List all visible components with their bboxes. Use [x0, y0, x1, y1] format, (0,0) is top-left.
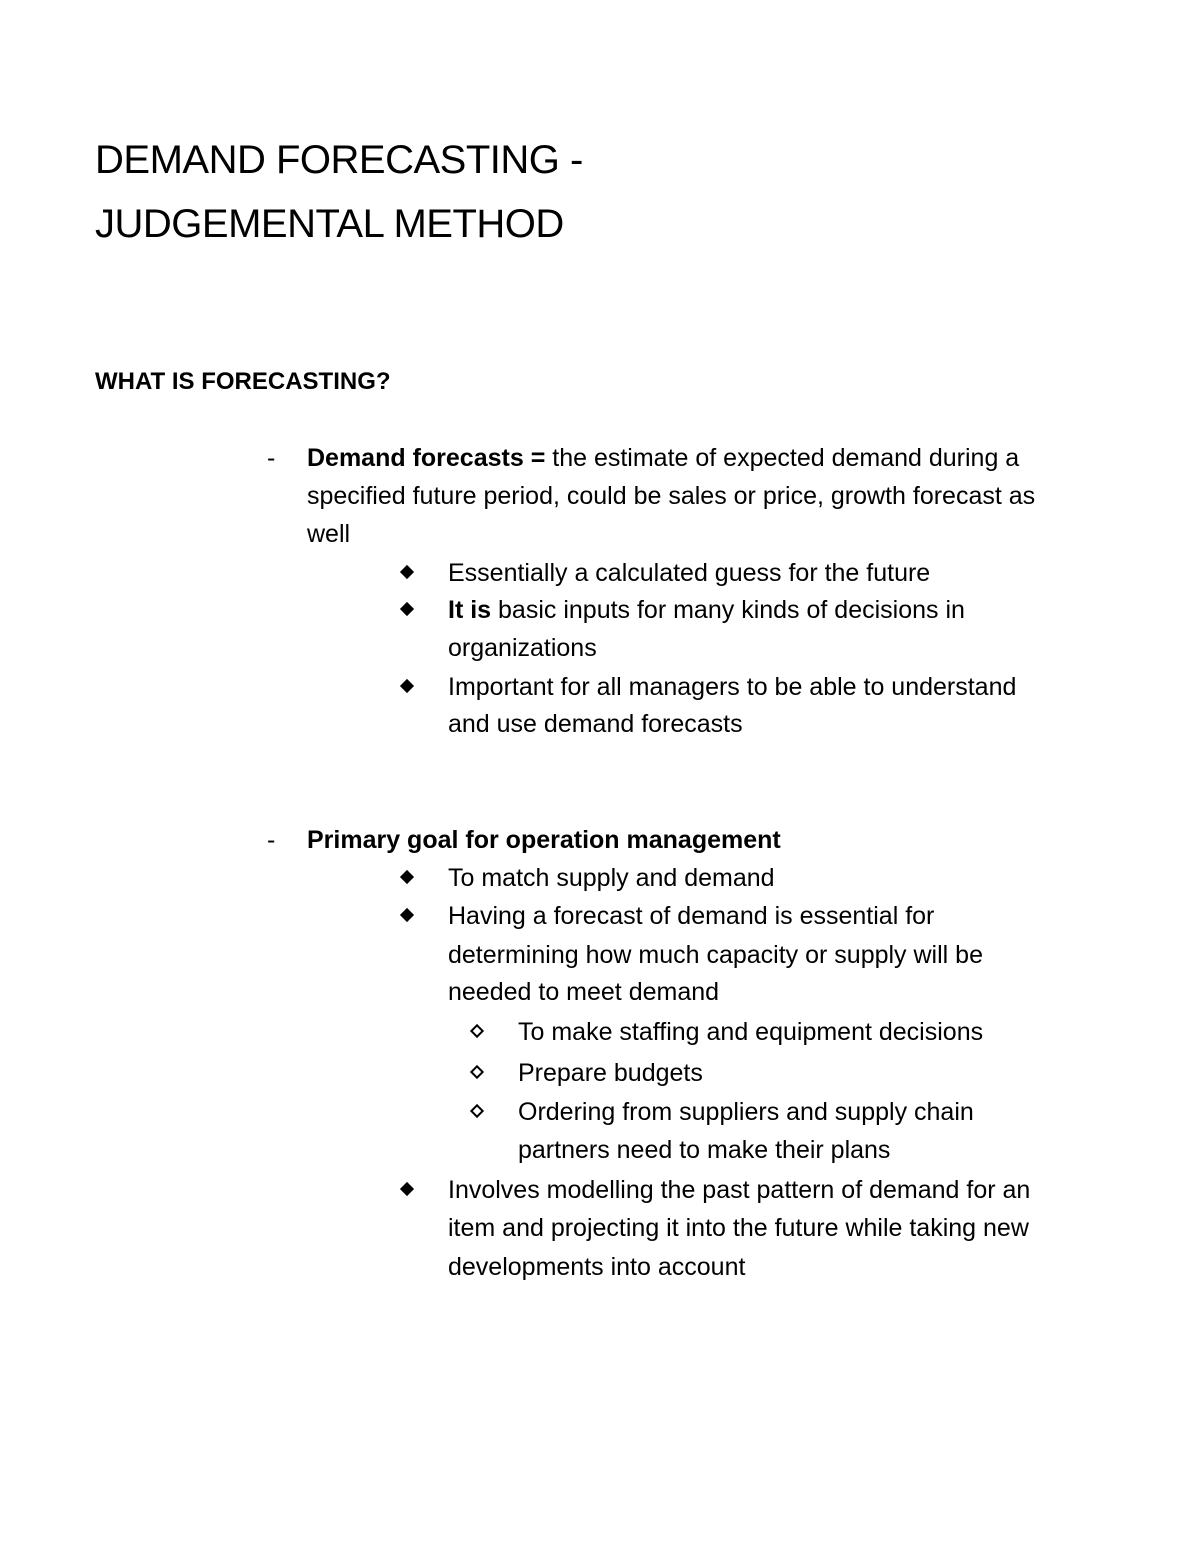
item2-sub3-line2: item and projecting it into the future while taking new	[448, 1214, 1029, 1242]
item2-sub1: To match supply and demand	[448, 864, 775, 892]
open-diamond-bullet-icon	[470, 1104, 484, 1118]
item2-subsub1: To make staffing and equipment decisions	[518, 1018, 984, 1046]
item2-subsub2: Prepare budgets	[518, 1059, 703, 1087]
filled-diamond-bullet-icon	[400, 908, 414, 922]
item2-subsub3-line2: partners need to make their plans	[518, 1136, 891, 1164]
item1-bold: Demand forecasts =	[307, 444, 546, 472]
open-diamond-bullet-icon	[470, 1065, 484, 1079]
item1-sub2-bold: It is	[448, 596, 492, 624]
item2-sub2-line2: determining how much capacity or supply will be	[448, 941, 983, 969]
item1-line1	[307, 443, 1019, 473]
filled-diamond-bullet-icon	[400, 1182, 414, 1196]
title-line-2: JUDGEMENTAL METHOD	[95, 202, 564, 246]
section-heading: WHAT IS FORECASTING?	[95, 368, 391, 395]
item1-line1-rest: the estimate of expected demand during a	[545, 444, 1020, 472]
item1-sub2-rest: basic inputs for many kinds of decisions in	[491, 596, 965, 624]
item2-sub3-line3: developments into account	[448, 1253, 746, 1281]
item2-subsub3-line1: Ordering from suppliers and supply chain	[518, 1098, 974, 1126]
filled-diamond-bullet-icon	[400, 602, 414, 616]
open-diamond-bullet-icon	[470, 1024, 484, 1038]
dash-marker: -	[267, 826, 276, 854]
item2-bold: Primary goal for operation management	[307, 826, 781, 854]
title-line-1: DEMAND FORECASTING -	[95, 138, 583, 182]
item2-sub2-line3: needed to meet demand	[448, 978, 720, 1006]
item2-line1	[307, 825, 781, 855]
item1-sub1: Essentially a calculated guess for the future	[448, 559, 931, 587]
filled-diamond-bullet-icon	[400, 870, 414, 884]
item1-sub2-line2: organizations	[448, 634, 597, 662]
filled-diamond-bullet-icon	[400, 679, 414, 693]
item1-line3: well	[307, 520, 351, 548]
item1-sub2-line1	[448, 595, 965, 625]
dash-marker: -	[267, 444, 276, 472]
item2-sub3-line1: Involves modelling the past pattern of demand for an	[448, 1176, 1031, 1204]
item1-line2: specified future period, could be sales or price, growth forecast as	[307, 482, 1036, 510]
filled-diamond-bullet-icon	[400, 565, 414, 579]
item1-sub3-line1: Important for all managers to be able to understand	[448, 673, 1017, 701]
item1-sub3-line2: and use demand forecasts	[448, 710, 743, 738]
item2-sub2-line1: Having a forecast of demand is essential for	[448, 902, 935, 930]
